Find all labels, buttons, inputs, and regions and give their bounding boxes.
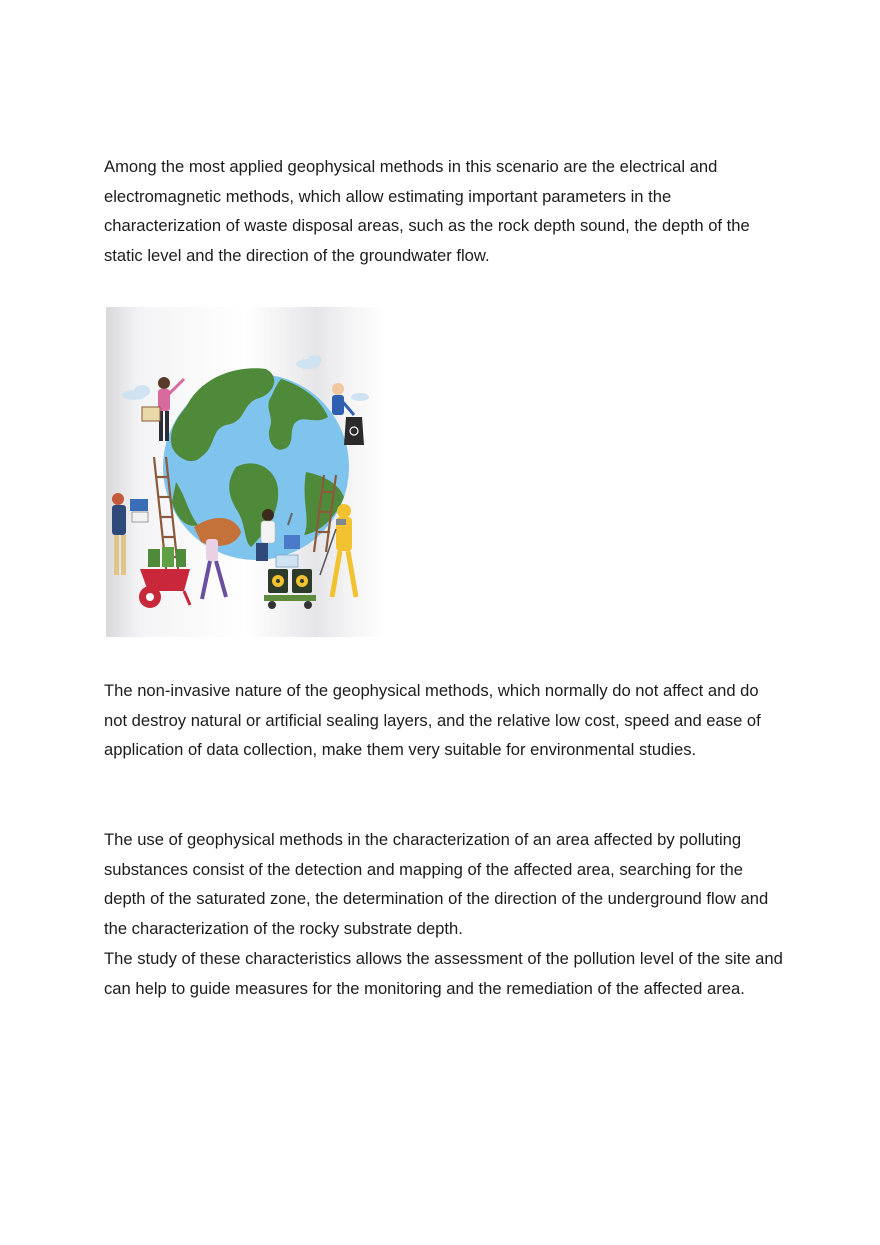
paragraph-intro: Among the most applied geophysical methods in this scenario are the electrical and electromagnetic methods, which allow estimating important parameters in the characterization of waste disposal areas, such as the rock depth sound, the depth of the static level and the direction of the groundwater flow. [104,157,750,266]
environment-illustration [106,307,387,637]
paragraph-study: The study of these characteristics allows the assessment of the pollution level of the site and can help to guide measures for the monitoring and the remediation of the affected area. [104,949,783,998]
paragraph-non-invasive: The non-invasive nature of the geophysical methods, which normally do not affect and do not destroy natural or artificial sealing layers, and the relative low cost, speed and ease of application of data collection, make them very suitable for environmental studies. [104,681,761,760]
paragraph-characterization: The use of geophysical methods in the characterization of an area affected by polluting substances consist of the detection and mapping of the affected area, searching for the depth of the saturated zone, the determination of the direction of the underground flow and the characterization of the rocky substrate depth. [104,830,769,939]
